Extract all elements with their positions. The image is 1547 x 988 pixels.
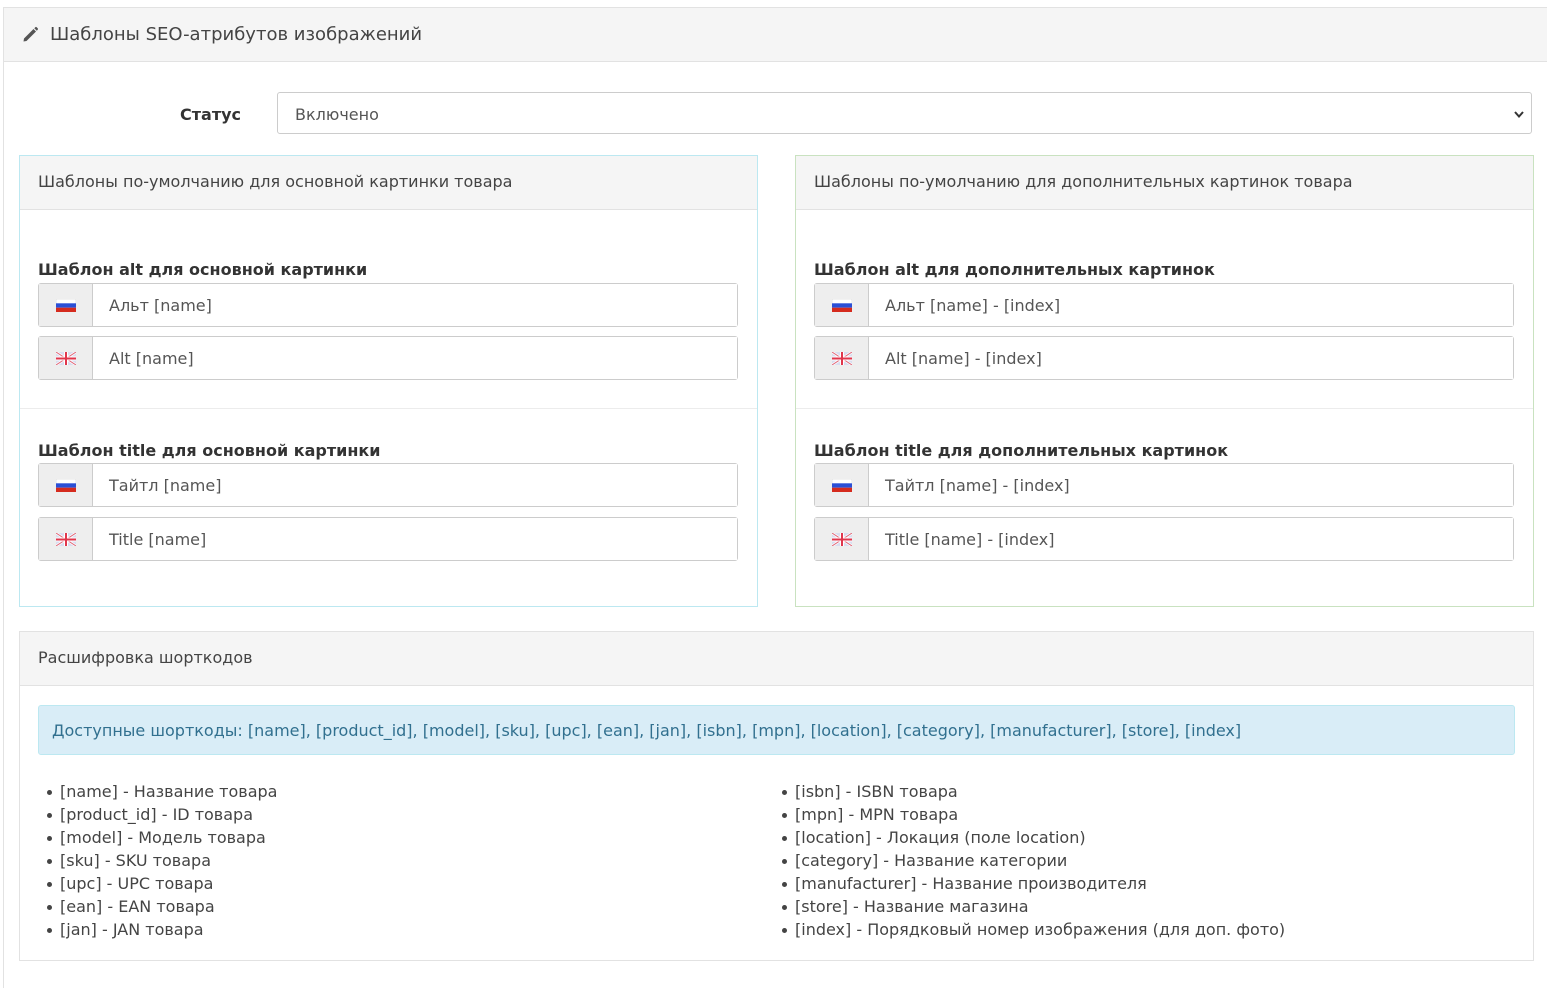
shortcodes-list-left	[38, 780, 277, 941]
pencil-icon	[22, 26, 39, 43]
uk-flag-icon	[39, 518, 93, 560]
list-item: [isbn] - ISBN товара	[795, 780, 1285, 803]
ru-flag-icon	[39, 284, 93, 326]
main-title-en-group	[38, 517, 738, 561]
status-row	[0, 92, 1544, 136]
ru-flag-icon	[39, 464, 93, 506]
shortcodes-list-right	[773, 780, 1285, 941]
list-item: [product_id] - ID товара	[60, 803, 277, 826]
status-select[interactable]	[277, 92, 1532, 134]
list-item: [jan] - JAN товара	[60, 918, 277, 941]
panel-header	[4, 8, 1547, 62]
list-item: [model] - Модель товара	[60, 826, 277, 849]
main-alt-ru-input[interactable]: Альт [name]	[93, 284, 737, 326]
main-alt-en-group	[38, 336, 738, 380]
list-item: [location] - Локация (поле location)	[795, 826, 1285, 849]
main-alt-ru-group	[38, 283, 738, 327]
uk-flag-icon	[39, 337, 93, 379]
chevron-down-icon	[1513, 106, 1525, 120]
list-item: [ean] - EAN товара	[60, 895, 277, 918]
extra-alt-label: Шаблон alt для дополнительных картинок	[814, 260, 1215, 279]
divider	[20, 408, 757, 409]
uk-flag-icon	[815, 518, 869, 560]
uk-flag-icon	[815, 337, 869, 379]
main-image-templates-panel	[19, 155, 758, 607]
extra-images-templates-panel	[795, 155, 1534, 607]
divider	[796, 408, 1533, 409]
main-title-en-input[interactable]: Title [name]	[93, 518, 737, 560]
main-title-label: Шаблон title для основной картинки	[38, 441, 381, 460]
ru-flag-icon	[815, 284, 869, 326]
list-item: [index] - Порядковый номер изображения (для доп. фото)	[795, 920, 1286, 939]
list-item: [manufacturer] - Название производителя	[795, 872, 1285, 895]
main-panel-heading: Шаблоны по-умолчанию для основной картинки товара	[20, 156, 757, 210]
main-alt-en-input[interactable]: Alt [name]	[93, 337, 737, 379]
list-item: [mpn] - MPN товара	[795, 803, 1285, 826]
extra-alt-en-input[interactable]: Alt [name] - [index]	[869, 337, 1513, 379]
list-item: [name] - Название товара	[60, 782, 278, 801]
shortcodes-panel-heading: Расшифровка шорткодов	[20, 632, 1533, 686]
extra-alt-ru-input[interactable]: Альт [name] - [index]	[869, 284, 1513, 326]
extra-alt-ru-group	[814, 283, 1514, 327]
extra-panel-heading: Шаблоны по-умолчанию для дополнительных картинок товара	[796, 156, 1533, 210]
page-title: Шаблоны SEO-атрибутов изображений	[50, 24, 423, 45]
main-title-ru-input[interactable]: Тайтл [name]	[93, 464, 737, 506]
list-item: [upc] - UPC товара	[60, 872, 277, 895]
extra-title-label: Шаблон title для дополнительных картинок	[814, 441, 1229, 460]
list-item: [store] - Название магазина	[795, 895, 1285, 918]
extra-title-en-input[interactable]: Title [name] - [index]	[869, 518, 1513, 560]
shortcodes-alert: Доступные шорткоды: [name], [product_id], [model], [sku], [upc], [ean], [jan], [isbn], [mpn], [location], [category], [manufacturer], [store], [index]	[38, 705, 1515, 755]
shortcodes-panel	[19, 631, 1534, 961]
list-item: [sku] - SKU товара	[60, 849, 277, 872]
main-title-ru-group	[38, 463, 738, 507]
extra-title-en-group	[814, 517, 1514, 561]
ru-flag-icon	[815, 464, 869, 506]
status-selected-value: Включено	[295, 105, 379, 124]
extra-title-ru-input[interactable]: Тайтл [name] - [index]	[869, 464, 1513, 506]
main-alt-label: Шаблон alt для основной картинки	[38, 260, 368, 279]
status-label: Статус	[180, 105, 241, 124]
extra-title-ru-group	[814, 463, 1514, 507]
extra-alt-en-group	[814, 336, 1514, 380]
list-item: [category] - Название категории	[795, 849, 1285, 872]
